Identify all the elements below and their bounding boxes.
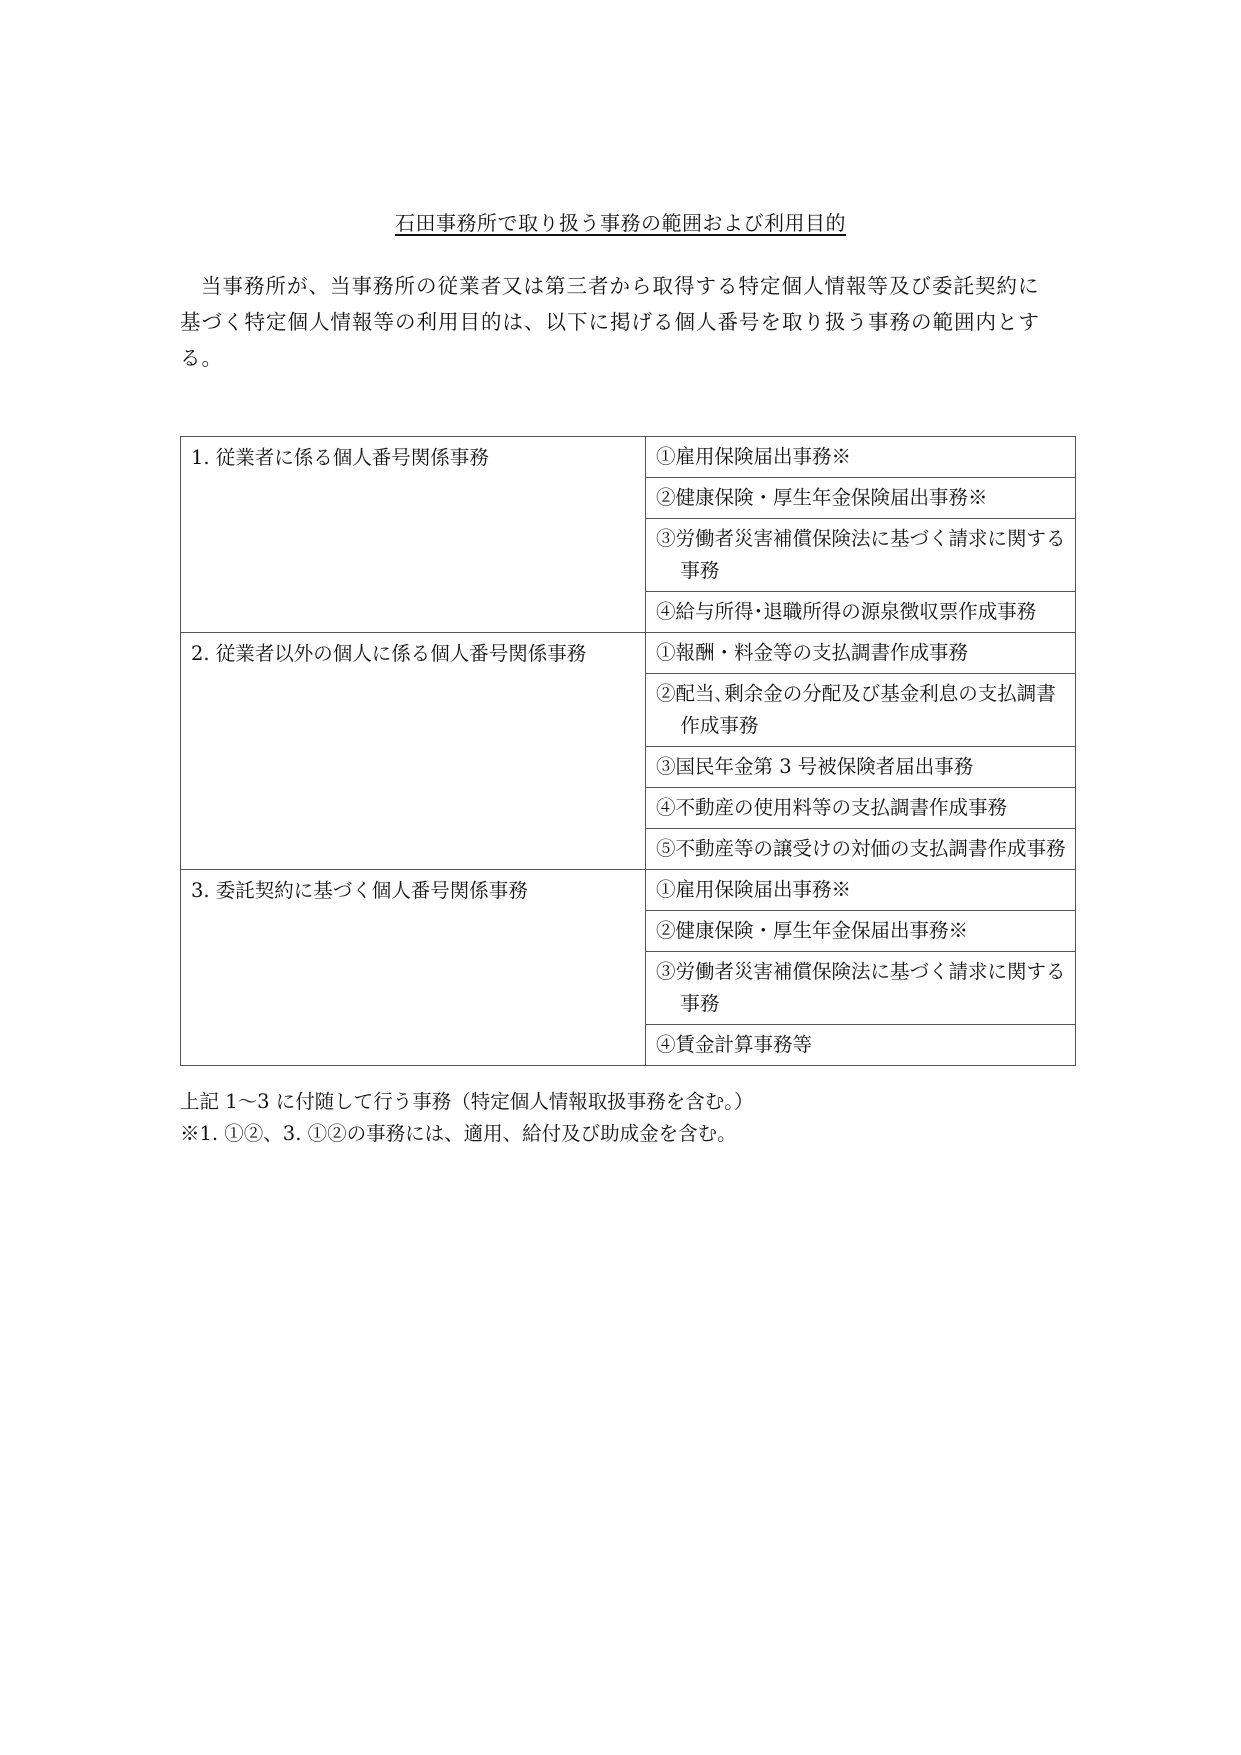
- item-text: ③労働者災害補償保険法に基づく請求に関する事務: [656, 960, 1066, 1015]
- item-cell: [646, 519, 1076, 592]
- page-title: [0, 208, 1241, 238]
- item-cell: [646, 747, 1076, 788]
- item-cell: [646, 870, 1076, 911]
- item-text: ④給与所得･退職所得の源泉徴収票作成事務: [656, 600, 1037, 623]
- item-text: ①雇用保険届出事務※: [656, 445, 852, 468]
- footnotes: [180, 1086, 1080, 1150]
- item-text: ③労働者災害補償保険法に基づく請求に関する事務: [656, 527, 1066, 582]
- footnote-note: ※1. ①②、3. ①②の事務には、適用、給付及び助成金を含む。: [180, 1122, 737, 1145]
- item-text: ④賃金計算事務等: [656, 1033, 813, 1056]
- item-text: ①雇用保険届出事務※: [656, 878, 852, 901]
- item-cell: [646, 1025, 1076, 1066]
- footnote-related-tasks: 上記 1〜3 に付随して行う事務（特定個人情報取扱事務を含む。）: [180, 1090, 754, 1113]
- category-label: 1. 従業者に係る個人番号関係事務: [191, 446, 489, 469]
- table-row: [181, 437, 1076, 478]
- category-cell-3: [181, 870, 646, 1066]
- item-cell: [646, 911, 1076, 952]
- page-title-text: 石田事務所で取り扱う事務の範囲および利用目的: [395, 211, 846, 235]
- item-cell: [646, 478, 1076, 519]
- item-cell: [646, 633, 1076, 674]
- item-text: ③国民年金第 3 号被保険者届出事務: [656, 755, 974, 778]
- table-row: [181, 633, 1076, 674]
- item-text: ⑤不動産等の譲受けの対価の支払調書作成事務: [656, 837, 1066, 860]
- category-cell-2: [181, 633, 646, 870]
- intro-paragraph: 当事務所が、当事務所の従業者又は第三者から取得する特定個人情報等及び委託契約に基づく特定個人情報等の利用目的は、以下に掲げる個人番号を取り扱う事務の範囲内とする。: [180, 274, 1040, 370]
- category-cell-1: [181, 437, 646, 633]
- item-text: ②健康保険・厚生年金保届出事務※: [656, 919, 969, 942]
- item-cell: [646, 592, 1076, 633]
- item-text: ②配当､剰余金の分配及び基金利息の支払調書作成事務: [656, 682, 1056, 737]
- item-text: ②健康保険・厚生年金保険届出事務※: [656, 486, 988, 509]
- category-label: 3. 委託契約に基づく個人番号関係事務: [191, 879, 528, 902]
- scope-table: [180, 436, 1076, 1066]
- item-cell: [646, 829, 1076, 870]
- item-text: ①報酬・料金等の支払調書作成事務: [656, 641, 969, 664]
- item-cell: [646, 437, 1076, 478]
- item-cell: [646, 788, 1076, 829]
- table-row: [181, 870, 1076, 911]
- category-label: 2. 従業者以外の個人に係る個人番号関係事務: [191, 642, 587, 665]
- item-cell: [646, 674, 1076, 747]
- item-cell: [646, 952, 1076, 1025]
- item-text: ④不動産の使用料等の支払調書作成事務: [656, 796, 1008, 819]
